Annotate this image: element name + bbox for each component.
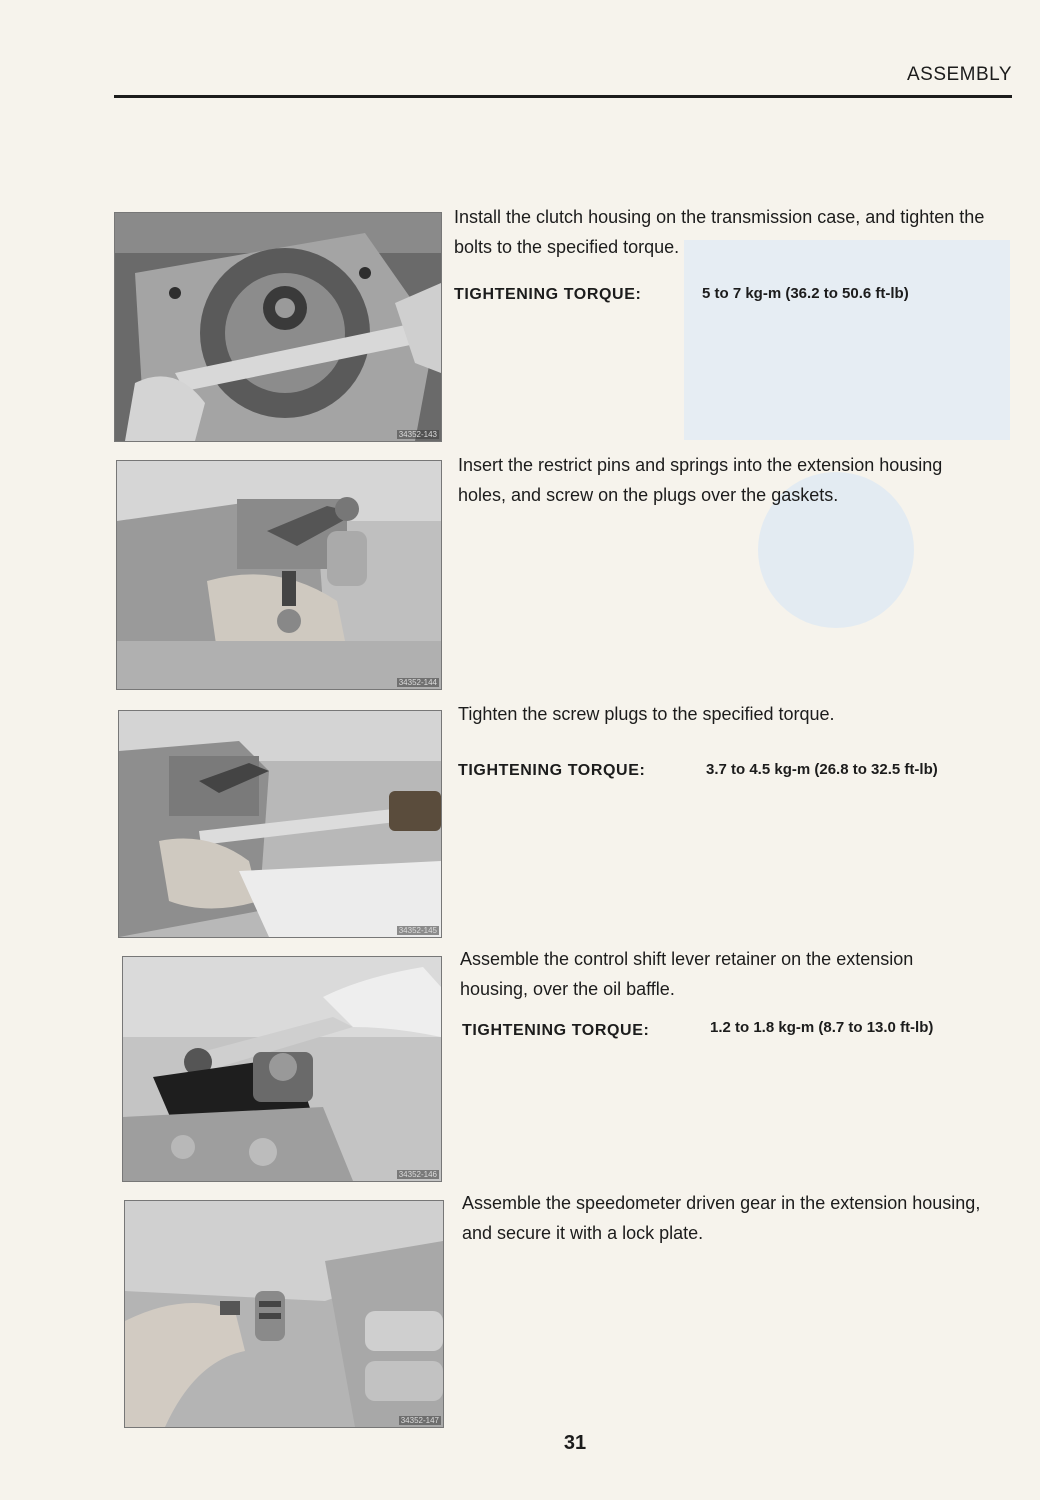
photo-shift-lever-retainer <box>122 956 442 1182</box>
step-3-instruction: Tighten the screw plugs to the specified torque. <box>458 704 835 724</box>
step-5-instruction: Assemble the speedometer driven gear in the extension housing, and secure it with a lock plate. <box>462 1193 981 1243</box>
page-number: 31 <box>563 1432 587 1454</box>
photo-reference-number: 34352-146 <box>398 1170 437 1179</box>
photo-reference-number: 34352-145 <box>398 926 437 935</box>
photo-reference-number: 34352-144 <box>398 678 437 687</box>
step-1-torque-value: 5 to 7 kg-m (36.2 to 50.6 ft-lb) <box>702 285 909 302</box>
photo-reference-number: 34352-143 <box>398 430 437 439</box>
photo-reference-number: 34352-147 <box>400 1416 439 1425</box>
photo-screw-plugs <box>118 710 442 938</box>
step-4-torque-value: 1.2 to 1.8 kg-m (8.7 to 13.0 ft-lb) <box>710 1019 934 1036</box>
step-3-torque-value: 3.7 to 4.5 kg-m (26.8 to 32.5 ft-lb) <box>706 761 938 778</box>
photo-speedometer-gear <box>124 1200 444 1428</box>
section-title: ASSEMBLY <box>906 64 1012 85</box>
step-1-instruction: Install the clutch housing on the transmission case, and tighten the bolts to the specified torque. <box>454 207 985 257</box>
background-tint <box>684 240 1010 440</box>
step-3-torque-label: TIGHTENING TORQUE: <box>458 762 646 779</box>
step-2-instruction: Insert the restrict pins and springs into the extension housing holes, and screw on the plugs over the gaskets. <box>458 455 943 505</box>
photo-restrict-pins <box>116 460 442 690</box>
header-rule <box>114 95 1012 98</box>
step-4-instruction: Assemble the control shift lever retainer on the extension housing, over the oil baffle. <box>460 949 914 999</box>
step-1-torque-label: TIGHTENING TORQUE: <box>454 286 642 303</box>
photo-clutch-housing <box>114 212 442 442</box>
step-4-torque-label: TIGHTENING TORQUE: <box>462 1022 650 1039</box>
